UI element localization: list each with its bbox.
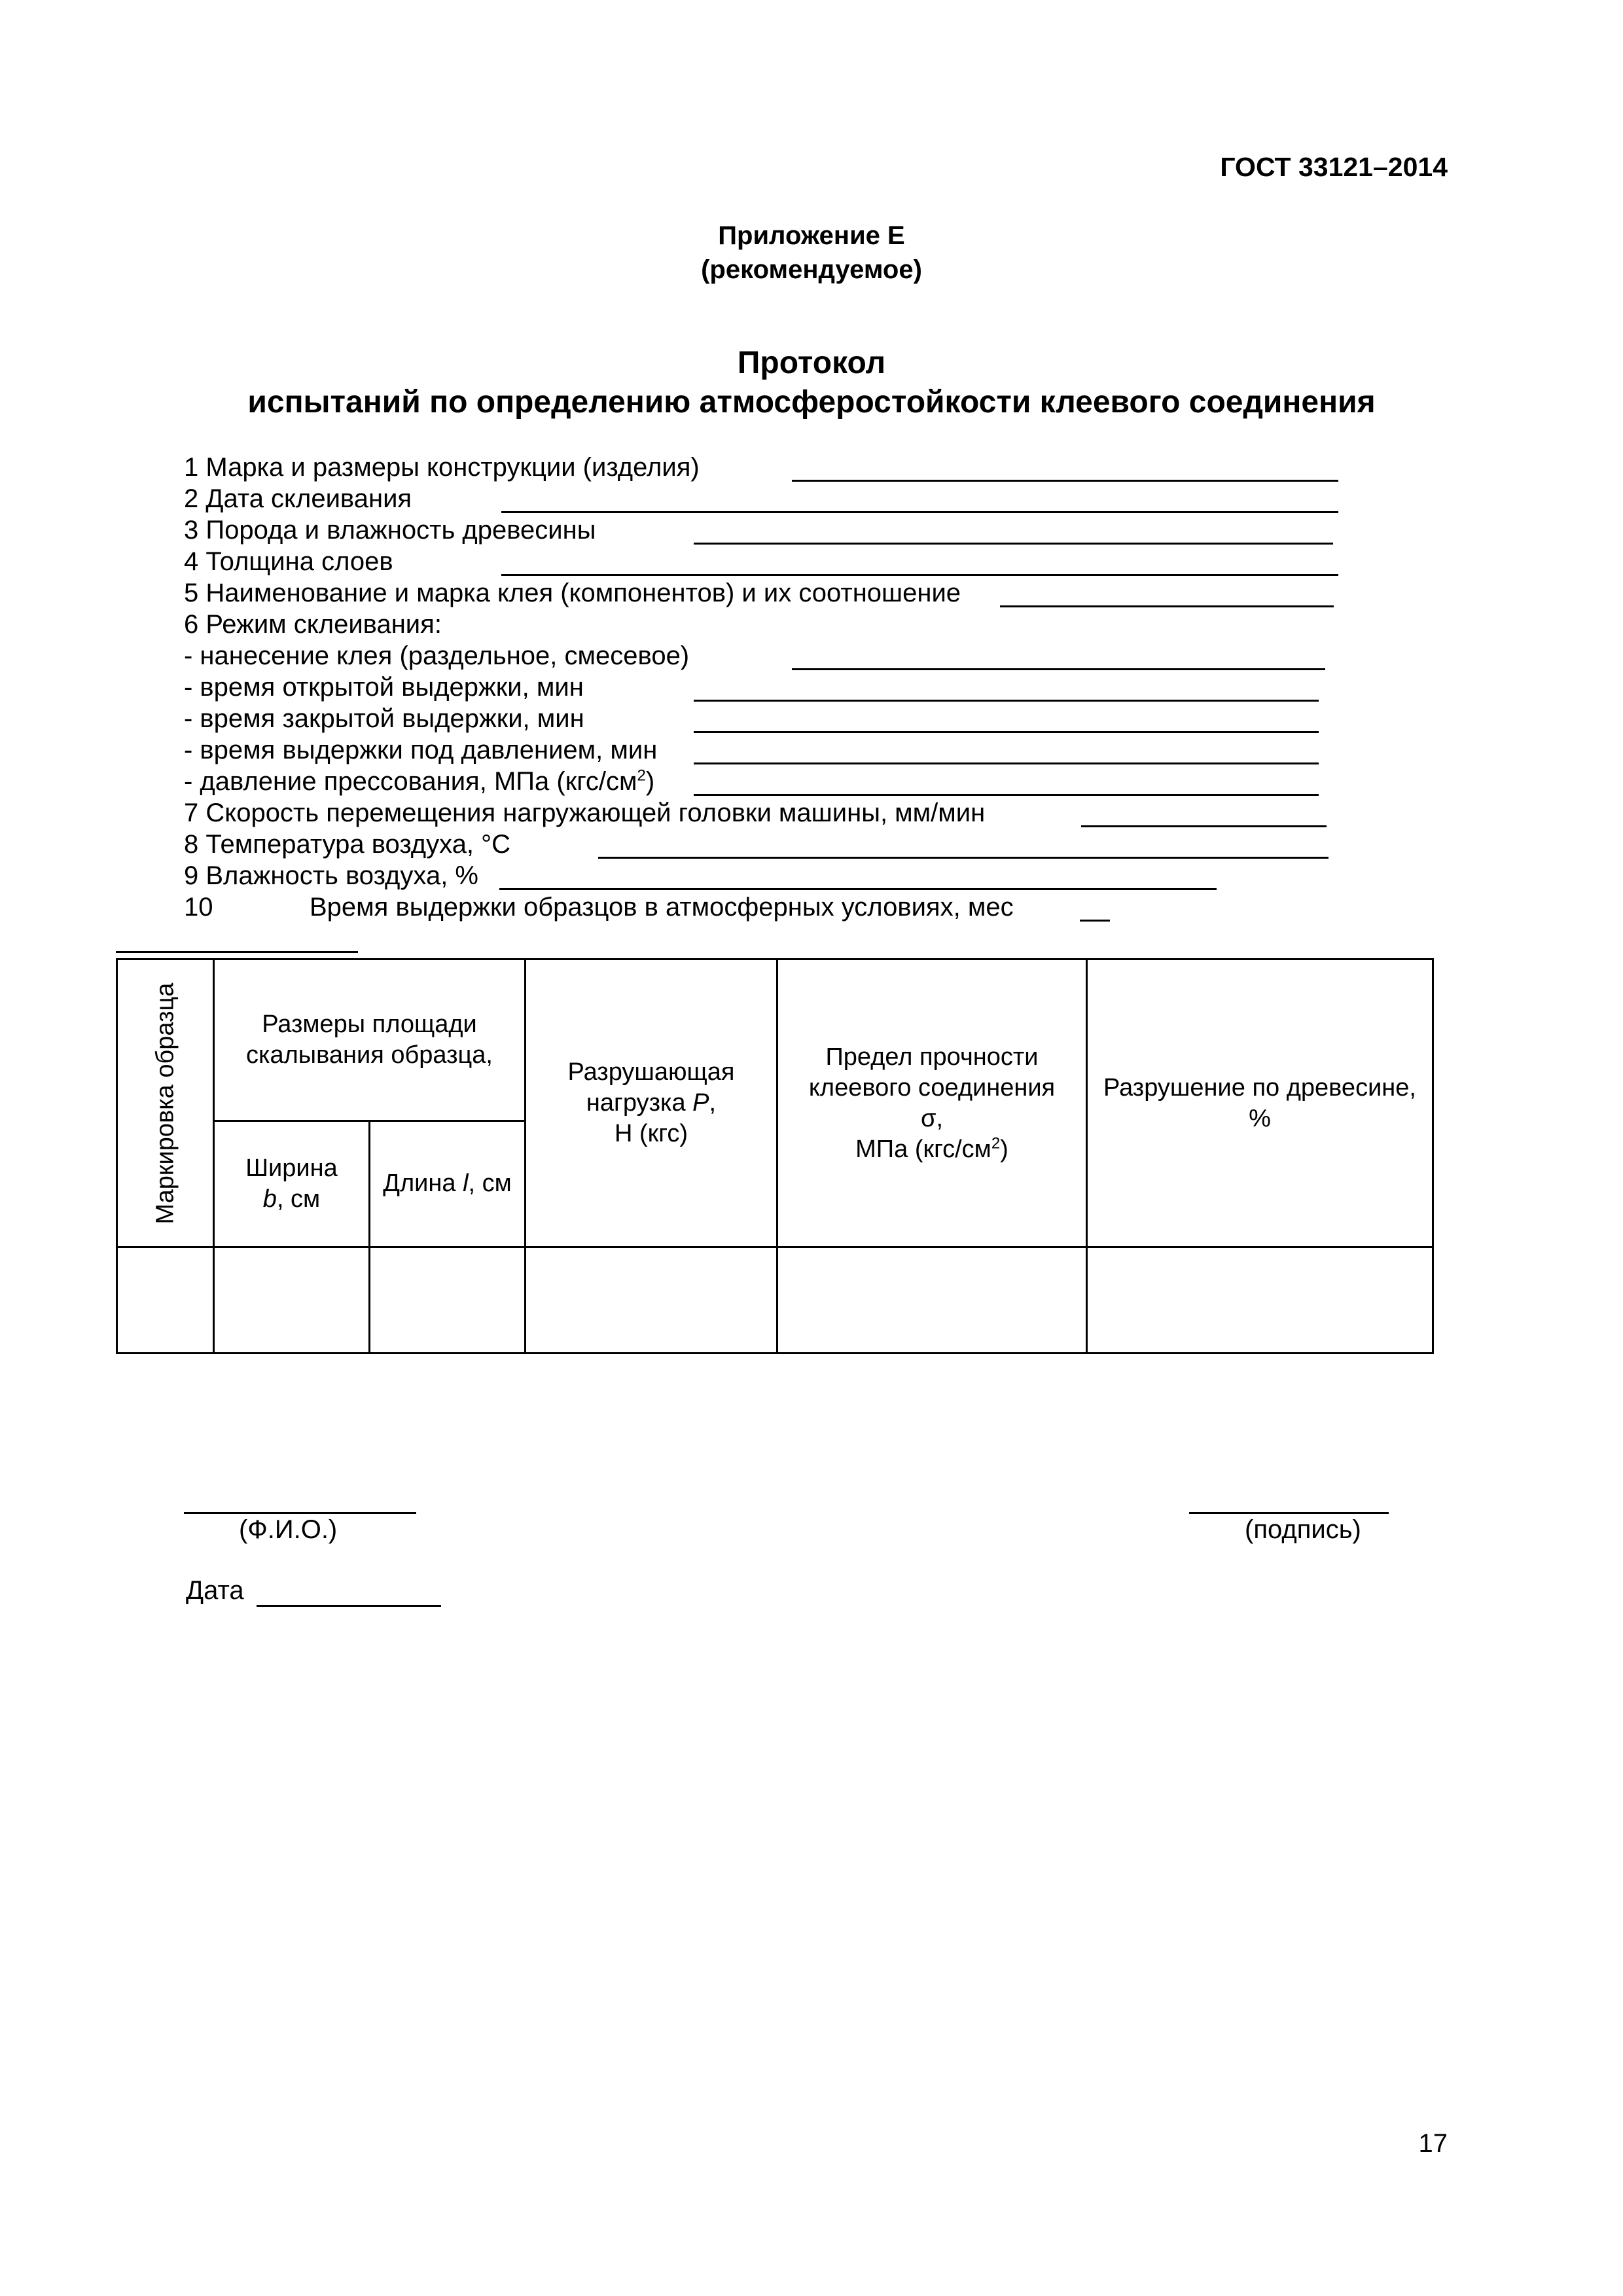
table-cell[interactable] [370,1247,526,1354]
fill-line-gluing-date[interactable] [501,511,1338,513]
fill-line-wood-species[interactable] [694,543,1333,545]
field-label: 3 Порода и влажность древесины [184,516,596,545]
fill-line-open-time[interactable] [694,700,1319,702]
header-wood-destruction: Разрушение по древесине, % [1087,960,1433,1247]
field-label: - давление прессования, МПа $(кгс/см^2)$ [184,766,655,796]
field-label: Время выдержки образцов в атмосферных условиях, мес [310,893,1014,922]
fill-line-air-humidity[interactable] [499,888,1217,890]
document-title: Протокол [737,346,886,380]
field-label: 9 Влажность воздуха, % [184,861,478,890]
fill-line-glue-application[interactable] [792,668,1325,670]
header-strength-limit: Предел прочности клеевого соединения σ, МПа $(кгс/см^2)$ [777,960,1087,1247]
fill-line-exposure-time-cont[interactable] [116,951,358,953]
fill-line-closed-time[interactable] [694,731,1319,733]
field-label: 5 Наименование и марка клея (компонентов) и их соотношение [184,579,961,607]
fill-line-layer-thickness[interactable] [501,574,1338,576]
date-label: Дата [186,1576,244,1605]
fill-line-glue-name[interactable] [1000,605,1334,607]
fill-line-pressing-pressure[interactable] [694,794,1319,796]
header-marking-label: Маркировка образца [151,982,179,1224]
table-cell[interactable] [1087,1247,1433,1354]
field-label: - время выдержки под давлением, мин [184,736,658,764]
table-row [117,1247,1433,1354]
field-label: - время закрытой выдержки, мин [184,704,584,733]
signature-line[interactable] [1189,1512,1389,1514]
field-label: 2 Дата склеивания [184,484,412,513]
document-subtitle: испытаний по определению атмосферостойкости клеевого соединения [247,385,1376,420]
field-number: 10 [184,893,213,922]
name-signature-line[interactable] [184,1512,416,1514]
date-line[interactable] [257,1605,441,1607]
header-shear-area: Размеры площади скалывания образца, [214,960,526,1121]
standard-number: ГОСТ 33121–2014 [1220,152,1448,182]
results-table [116,958,1434,1354]
fill-line-air-temperature[interactable] [598,857,1329,859]
field-label: - время открытой выдержки, мин [184,673,584,702]
header-breaking-load: Разрушающая нагрузка P, Н (кгс) [526,960,777,1247]
page-number: 17 [1418,2129,1448,2158]
field-label: 4 Толщина слоев [184,547,393,576]
fill-line-pressure-time[interactable] [694,762,1319,764]
field-label: 8 Температура воздуха, °С [184,830,511,859]
fill-line-exposure-time[interactable] [1080,920,1110,922]
annex-title: Приложение Е [718,221,905,250]
table-cell[interactable] [214,1247,370,1354]
header-length: Длина l, см [370,1121,526,1247]
field-exposure-time [184,891,1166,923]
field-label: - нанесение клея (раздельное, смесевое) [184,641,690,670]
field-label: 1 Марка и размеры конструкции (изделия) [184,453,700,482]
annex-status: (рекомендуемое) [701,255,922,284]
name-label: (Ф.И.О.) [239,1515,338,1544]
table-cell[interactable] [526,1247,777,1354]
signature-label: (подпись) [1245,1515,1361,1544]
header-marking [117,960,214,1247]
fill-line-loading-head-speed[interactable] [1081,825,1327,827]
field-label: 7 Скорость перемещения нагружающей головки машины, мм/мин [184,798,986,827]
field-label: 6 Режим склеивания: [184,610,442,639]
table-cell[interactable] [117,1247,214,1354]
table-cell[interactable] [777,1247,1087,1354]
header-width: Ширина b, см [214,1121,370,1247]
fill-line-product-brand[interactable] [792,480,1338,482]
